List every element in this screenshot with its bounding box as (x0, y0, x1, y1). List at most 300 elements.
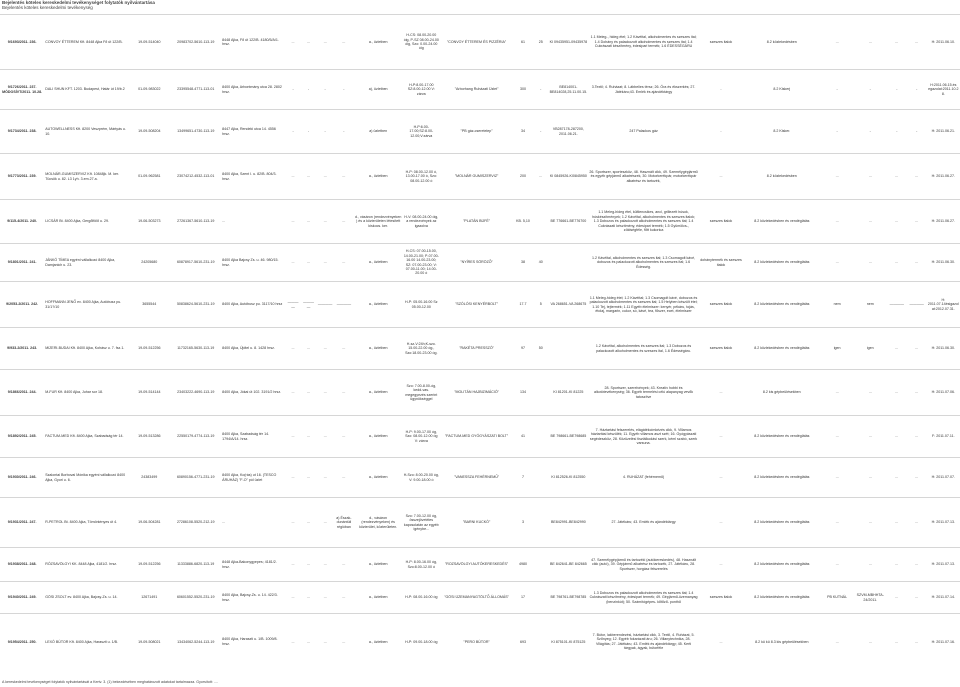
detail-cell: ... (301, 458, 316, 498)
detail-cell: ... (334, 200, 354, 244)
detail-cell: ... (301, 15, 316, 70)
site-cell: 8400 Ajka, Újdtel u. 8. 1428 hrsz. (221, 328, 285, 370)
hours-cell: H-P:6.00-17.00;SZ:8.00-12.00;V:zárva (403, 110, 441, 154)
code-cell: KI 812526-KI 812550 (548, 458, 588, 498)
table-row (0, 154, 960, 200)
name-cell: GÖSI ZSOLT ev. 8400 Ajka, Bajcsy-Zs. u. 14. (44, 582, 128, 614)
tax-number-cell: 50838624-5610-231-19 (170, 282, 221, 328)
goods-cell: 27. Játékáru; 43. Emlék és ajándéktárgy (588, 498, 699, 548)
other-cell: 8.2 közlekedésben és vendéglátás (743, 498, 820, 548)
extra-cell: - (887, 110, 907, 154)
date-cell: H: 2011.07.07. (927, 458, 960, 498)
table-row (0, 328, 960, 370)
extra-cell: PB KUTNÁL (821, 582, 854, 614)
id-cell: 9/1693/2011. 236. (0, 15, 44, 70)
code-cell: KI 81201-KI 81225 (548, 370, 588, 416)
detail-cell: ... (316, 154, 334, 200)
site-cell: 8400 Ajka, Jókai út 102. 3191/2 hrsz. (221, 370, 285, 416)
extra-cell: igen (821, 328, 854, 370)
header-title: Bejelentés köteles kereskedelmi tevékenységet folytatók nyilvántartása (2, 0, 155, 5)
area-cell: 97 (513, 328, 533, 370)
extra-cell: ... (887, 498, 907, 548)
other-cell: 8.2 közlekedésben és vendéglátás (743, 328, 820, 370)
seats-cell (533, 582, 548, 614)
alcohol-cell: szeszes italok (699, 328, 743, 370)
alcohol-cell: szeszes italok (699, 582, 743, 614)
hours-cell: Szo: 7.00-8.00-óg, kedd-vas. megegyezés szerint ügynökséggel (403, 370, 441, 416)
detail-cell: - (334, 110, 354, 154)
shop-name-cell: "ROZSAVÖLGYI AUTÓKERESKEDÉS" (440, 548, 513, 582)
extra-cell: ... (887, 244, 907, 282)
reg-number-cell: 19-09-514040 (128, 15, 170, 70)
extra-cell: ... (907, 244, 927, 282)
name-cell: FACTUM-MED Kft. 8400 Ajka, Szabadság tér 14. (44, 416, 128, 458)
detail-cell: ... (316, 370, 334, 416)
tax-number-cell: 13434062-5244-113-19 (170, 614, 221, 670)
shop-name-cell: "Arborhang Ruházati Üzlet" (440, 70, 513, 110)
table-row (0, 614, 960, 670)
reg-number-cell: 19-09-512256 (128, 328, 170, 370)
table-row (0, 244, 960, 282)
detail-cell: - (316, 70, 334, 110)
extra-cell: ... (907, 458, 927, 498)
extra-cell: ———— (907, 282, 927, 328)
detail-cell: ———— (301, 282, 316, 328)
extra-cell: ... (854, 200, 887, 244)
hours-cell: H-P: 9.00-17.00 óg, Szo: 08.00-12.00 óg V: zárva (403, 416, 441, 458)
goods-cell: 7. Bútor, lakberendezési, háztartási cikk, 3. Textil, 4. Ruházat, 5. Szőnyeg; 12. Egyéb fokarázati áru; 26. Villanytechnika, 28. Világítás; 27. Játékáru; 43. Emlék és ajándéktárgy; 45. Kerti tárgyak, ágyak, bútorféle (588, 614, 699, 670)
extra-cell: ... (907, 498, 927, 548)
seats-cell (533, 548, 548, 582)
extra-cell: ... (887, 328, 907, 370)
name-cell: Szalontai Borbovai Mónika egyéni vállalkozó 8400 Ajka, Gyori u. 6. (44, 458, 128, 498)
id-cell: 9/1938/2011. 248. (0, 548, 44, 582)
detail-cell: ... (285, 200, 300, 244)
mode-cell: a., üzletben (354, 328, 403, 370)
reg-number-cell: 19-09-512256 (128, 548, 170, 582)
detail-cell: ———— (285, 282, 300, 328)
mode-cell: a., üzletben (354, 614, 403, 670)
detail-cell: ... (316, 200, 334, 244)
extra-cell: ... (854, 15, 887, 70)
other-cell: 8.2 közlekedésben és vendéglátás (743, 582, 820, 614)
alcohol-cell: - (699, 110, 743, 154)
alcohol-cell: ... (699, 416, 743, 458)
extra-cell: SZVM-MBHHTA-24/2011. (854, 582, 887, 614)
site-cell: 8400 Ajka, Haraszti u. 1/B. 1009/8. hrsz. (221, 614, 285, 670)
id-cell: 9/1801/2011. 241. (0, 244, 44, 282)
shop-name-cell: "MOLNÁR GUMISZERVIZ" (440, 154, 513, 200)
detail-cell: ... (334, 154, 354, 200)
area-cell: 134 (513, 370, 533, 416)
goods-cell: 26. Sportszer, sporteszköz, 48. Használt cikk, 49. Személygépjármű és egyéb gépjármű alkatrészek, 30. Motorkerékpár, motorkerékpár alkatrész és tartozék, (588, 154, 699, 200)
detail-cell: ... (301, 328, 316, 370)
detail-cell: ... (316, 15, 334, 70)
seats-cell (533, 200, 548, 244)
alcohol-cell: ... (699, 614, 743, 670)
extra-cell: ... (821, 154, 854, 200)
site-cell: ... (221, 200, 285, 244)
id-cell: 9/1892/2011. 245. (0, 416, 44, 458)
alcohol-cell: ... (699, 370, 743, 416)
detail-cell: ... (334, 458, 354, 498)
area-cell: 17 (513, 582, 533, 614)
detail-cell: ... (334, 15, 354, 70)
detail-cell: ... (334, 416, 354, 458)
other-cell: 8.2 közlekedésben (743, 15, 820, 70)
name-cell: MOLNÁR-GUMISZERVIZ Kft. 10848jk. M. ker. Tücsök u. 82. L3 1yh. 3.em.27.a. (44, 154, 128, 200)
detail-cell: ... (316, 498, 334, 548)
hours-cell: H-P: 09.00-18.00 óg (403, 614, 441, 670)
shop-name-cell: "PERO BÚTOR" (440, 614, 513, 670)
extra-cell: ... (821, 614, 854, 670)
site-cell: 8400 Ajka Bajcsy Zs. u. 46. 980/15. hrsz. (221, 244, 285, 282)
detail-cell: ... (285, 416, 300, 458)
tax-number-cell: 27261367-5610-113-19 (170, 200, 221, 244)
alcohol-cell: ... (699, 154, 743, 200)
registry-table (0, 14, 960, 670)
header-subtitle: Bejelentés köteles kereskedelmi tevékenység (2, 5, 93, 10)
seats-cell (533, 614, 548, 670)
shop-name-cell: "FACTUM-MED GYÓGYÁSZATI BOLT" (440, 416, 513, 458)
shop-name-cell: "BARNI KUCKÓ" (440, 498, 513, 548)
detail-cell: - (301, 110, 316, 154)
extra-cell: ... (907, 548, 927, 582)
name-cell: LICSÁR Bt. 8400 Ajka, Gergőlfölő u. 29. (44, 200, 128, 244)
date-cell: H: 2011.07.13. (927, 548, 960, 582)
extra-cell: nem (854, 282, 887, 328)
other-cell: 8.2 Kiskerj (743, 70, 820, 110)
detail-cell: ... (301, 370, 316, 416)
id-cell: 9/115-4/2011. 240. (0, 200, 44, 244)
site-cell: 8448 Ajka, Fő út 122/B. 4180/5/A/1. hrsz. (221, 15, 285, 70)
code-cell: KI 0845926-KI0845950 (548, 154, 588, 200)
table-row (0, 498, 960, 548)
alcohol-cell: ... (699, 548, 743, 582)
site-cell: 8400 Ajka, Arbontmány utca 28. 2802 hrsz. (221, 70, 285, 110)
hours-cell: H-sz-V:24h;K-szo. 15.00-22.00 óg., Szo:18.00-23.00 óg. (403, 328, 441, 370)
extra-cell: ... (907, 200, 927, 244)
detail-cell: ... (285, 458, 300, 498)
goods-cell: 1.1 Meleg-, hideg étel; 1.2 Kávéital, alkoholmentes és szeszes ital; 1.4 Dohány és palackozott alkoholmentes és szeszes ital; 1.4 Cukrászati készítmény, édesipari termék; 1.6 ÉDESSÉGÁRU (588, 15, 699, 70)
reg-number-cell: 19-09-514144 (128, 370, 170, 416)
code-cell: VB287178-287200, 2011.06.21. (548, 110, 588, 154)
site-cell: ... (221, 498, 285, 548)
id-cell: 9/1726/2011. 237. MÓDOSÍVT/2011. 10.28. (0, 70, 44, 110)
goods-cell: 3.Textil; 4. Ruházat; 8. Lábbelies térsz; 26. Óra és ékszerkés; 27. Játékáru;43. Emlék és ajándéktárgy (588, 70, 699, 110)
other-cell: 8.2 közlekedésben és vendéglátás (743, 282, 820, 328)
seats-cell: - (533, 110, 548, 154)
extra-cell: ... (821, 458, 854, 498)
area-cell: 300 (513, 70, 533, 110)
detail-cell: ... (285, 154, 300, 200)
detail-cell: ... (301, 244, 316, 282)
detail-cell: - (334, 70, 354, 110)
extra-cell: ... (887, 582, 907, 614)
id-cell: 9/1930/2011. 246. (0, 458, 44, 498)
mode-cell: d., vásáron (rendezvényeken) és közterület, közterületen. (354, 498, 403, 548)
mode-cell: a., üzletben (354, 154, 403, 200)
shop-name-cell: "NYÍRES SÖRÖZŐ" (440, 244, 513, 282)
detail-cell: ... (301, 154, 316, 200)
name-cell: DALI SHUN KFT. 1203. Budapest, Határ út 19/b.2 (44, 70, 128, 110)
detail-cell: ———— (316, 282, 334, 328)
goods-cell: 28. Sportszer, szerelvények; 43. Kreatív hobbi és alkotótevékenység; 36. Egyéb termelési célú alapanyag vevők tatoszítve (588, 370, 699, 416)
detail-cell: - (285, 70, 300, 110)
area-cell: 17.7 (513, 282, 533, 328)
detail-cell: ... (316, 614, 334, 670)
extra-cell: ... (854, 498, 887, 548)
date-cell: H: 2011.07.16. (927, 614, 960, 670)
detail-cell: ... (334, 582, 354, 614)
detail-cell: ... (316, 582, 334, 614)
area-cell: 34 (513, 110, 533, 154)
shop-name-cell: "PLATÁN BÜFÉ" (440, 200, 513, 244)
name-cell: HOFFMANN JENŐ ev. 8400 Ajka, Autóbusz pu. 31/1?/10 (44, 282, 128, 328)
reg-number-cell: 24205680 (128, 244, 170, 282)
name-cell: M-FUR Kft. 8400 Ajka, Juhar sor 18. (44, 370, 128, 416)
reg-number-cell: 19-09-508204 (128, 110, 170, 154)
hours-cell: H-P: 08.00-12.00 ó, 13.00-17.00 ó, Szo: 08.00-12.00 ó (403, 154, 441, 200)
seats-cell: 40 (533, 244, 548, 282)
shop-name-cell: "SZÓLÓSI KENYÉRBOLT" (440, 282, 513, 328)
extra-cell: ... (907, 416, 927, 458)
seats-cell (533, 498, 548, 548)
goods-cell: 7. Háztartási felszerelés, elágátékcímkézés cikk, 9. Villamos háztartási készülék; 11. Egyéb villamos aszt szét; 16. Gyógyászati segédeszköz, 28. Közüzelési tisztálkodási szerk, kéml szabó, szerk varsuna. (588, 416, 699, 458)
detail-cell: ... (334, 328, 354, 370)
extra-cell: ... (821, 548, 854, 582)
tax-number-cell: 27286108-5520-212-19 (170, 498, 221, 548)
tax-number-cell: 22550179-4774-113-19 (170, 416, 221, 458)
area-cell: 61 (513, 15, 533, 70)
table-row (0, 282, 960, 328)
detail-cell: ... (285, 548, 300, 582)
goods-cell: 47. Személygépjármű és tartozéki (autókereskedés), 48. Használt cikk (autó), 39. Gépjármű alkatrész és tartozék, 27. Játékáru, 28. Sportszer, horgász felszerelés (588, 548, 699, 582)
alcohol-cell: szeszes italok (699, 15, 743, 70)
mode-cell: a), üzletben (354, 70, 403, 110)
detail-cell: ———— (334, 282, 354, 328)
name-cell: AUTOWELLNESS Kft. 8200 Veszprém, Mártyás u. 10. (44, 110, 128, 154)
table-row (0, 548, 960, 582)
extra-cell: ... (887, 458, 907, 498)
extra-cell: ... (907, 154, 927, 200)
extra-cell: ... (887, 548, 907, 582)
shop-name-cell: "GÖSI ÜZEMANYAGTÖLTŐ ÁLLOMÁS" (440, 582, 513, 614)
table-row (0, 110, 960, 154)
area-cell: 4980 (513, 548, 533, 582)
code-cell: BE842991-BE842990 (548, 498, 588, 548)
detail-cell: ... (285, 328, 300, 370)
reg-number-cell: 01-09-983022 (128, 70, 170, 110)
detail-cell: ... (301, 614, 316, 670)
mode-cell: a., üzletben (354, 458, 403, 498)
reg-number-cell: 24383499 (128, 458, 170, 498)
area-cell: 3 (513, 498, 533, 548)
detail-cell: ... (334, 244, 354, 282)
tax-number-cell: 60601552-5520-231-19 (170, 582, 221, 614)
detail-cell: ... (334, 548, 354, 582)
tax-number-cell: 23074212-4532-113-01 (170, 154, 221, 200)
site-cell: 8400 Ajka, Autóbusz pu. 3117/10 hrsz (221, 282, 285, 328)
hours-cell: Szo: 7.00-12.00 óg, összejövetéles kapcsolatán az egyéb igénybe... (403, 498, 441, 548)
extra-cell: ... (887, 416, 907, 458)
mode-cell: a., üzletben (354, 370, 403, 416)
mode-cell: a., üzletben (354, 244, 403, 282)
detail-cell: ... (285, 244, 300, 282)
hours-cell: H-P:8.00-17.00 SZ:8.00-12.00 V: zárva (403, 70, 441, 110)
hours-cell: H-P: 05.00-16.00 Sz 05.00-12.00 (403, 282, 441, 328)
detail-cell: ... (316, 548, 334, 582)
other-cell: 8.2 közlekedésben és vendéglátás (743, 200, 820, 244)
extra-cell: ... (887, 154, 907, 200)
other-cell: 8.2 közlekedésben és vendéglátás (743, 548, 820, 582)
extra-cell: - (907, 110, 927, 154)
alcohol-cell: szeszes italok (699, 282, 743, 328)
hours-cell: H-V: 08.00-24.00 óig, a rendezvények az igazolva (403, 200, 441, 244)
extra-cell: ... (854, 416, 887, 458)
mode-cell: a., üzletben (354, 582, 403, 614)
tax-number-cell: 23403222-4690-113-19 (170, 370, 221, 416)
extra-cell: - (821, 110, 854, 154)
seats-cell: 25 (533, 15, 548, 70)
other-cell: 8.2 kis gépbeülésekben (743, 370, 820, 416)
detail-cell: ... (301, 548, 316, 582)
code-cell (548, 328, 588, 370)
detail-cell: - (285, 110, 300, 154)
code-cell: BE 798661-BE798685 (548, 416, 588, 458)
extra-cell: ... (907, 582, 927, 614)
hours-cell: H-CS: 08.00-20.00 óig, P-SZ 08.00-24.00 óig, Szo: 0.00-24.00 óig (403, 15, 441, 70)
extra-cell: ———— (887, 282, 907, 328)
mode-cell: a., üzletben (354, 15, 403, 70)
reg-number-cell: 19-09-508021 (128, 614, 170, 670)
code-cell: KI 875101-KI 875125 (548, 614, 588, 670)
seats-cell: 5 (533, 282, 548, 328)
tax-number-cell: 13499651-4730-113-19 (170, 110, 221, 154)
code-cell: BE814001-BE814028,25.11.00.15. (548, 70, 588, 110)
date-cell: H: 2011.06.10. (927, 15, 960, 70)
area-cell: 7 (513, 458, 533, 498)
goods-cell: 1.3 Dobozos és palackozott alkoholmentes és szeszes ital; 1.4 Cukrászati készítmény, édesipari termék; 49. Gépjármű-üzemanyag (benzinkút); 50. Számítógépes- kőtőző- ponthű (588, 582, 699, 614)
detail-cell: ... (301, 498, 316, 548)
detail-cell: ... (301, 200, 316, 244)
footer-note: A kereskedelmi tevékenységet folytatók nyilvántartását a Kertv. 3. (1) bekezdésében meghatározott adatokat tartalmazza. Gyorsított: .... (2, 680, 218, 684)
date-cell: H: 2011.07.13. (927, 498, 960, 548)
extra-cell: - (887, 70, 907, 110)
detail-cell: ... (285, 370, 300, 416)
site-cell: 8400 Ajka, Ko(rás) ut 16. (TESCO ÁRUHÁZ) "F-O" pól üzlet (221, 458, 285, 498)
code-cell: VA 268651-VA 268675 (548, 282, 588, 328)
id-cell: 9/1940/2011. 249. (0, 582, 44, 614)
site-cell: 8448 Ajka-Bakonygyepes; 4181/2. hrsz. (221, 548, 285, 582)
date-cell: H:2011.06.15.és egazolat:2011.10.28. (927, 70, 960, 110)
detail-cell: ... (334, 614, 354, 670)
extra-cell: ... (821, 498, 854, 548)
shop-name-cell: "VANESSZA FEHÉRNEMŰ" (440, 458, 513, 498)
detail-cell: ... (316, 416, 334, 458)
name-cell: RÓZSAVÖLGYI KK. 8448 Ajka, 4181/2. hrsz. (44, 548, 128, 582)
area-cell: 38 (513, 244, 533, 282)
extra-cell: ... (854, 614, 887, 670)
name-cell: LEXÓ BÚTOR Kft. 8400 Ajka, Haraszti u. 1/B. (44, 614, 128, 670)
mode-cell: a., üzletben (354, 416, 403, 458)
detail-cell: ... (316, 458, 334, 498)
code-cell: BE 776661-BE776700 (548, 200, 588, 244)
extra-cell: ... (887, 15, 907, 70)
detail-cell: ... (285, 582, 300, 614)
id-cell: 9/1866/2011. 244. (0, 370, 44, 416)
tax-number-cell: 60890156-4771-231-19 (170, 458, 221, 498)
code-cell: BE 798761-BE798785 (548, 582, 588, 614)
tax-number-cell: 23395548-4771-113-01 (170, 70, 221, 110)
other-cell: 8.2 Kisker. (743, 110, 820, 154)
shop-name-cell: "CONVOY ÉTTEREM ÉS PIZZÉRIA" (440, 15, 513, 70)
extra-cell: ... (907, 328, 927, 370)
detail-cell: ... (334, 370, 354, 416)
goods-cell: 247 Palackos gáz (588, 110, 699, 154)
seats-cell (533, 416, 548, 458)
detail-cell: ... (316, 328, 334, 370)
extra-cell: ... (887, 370, 907, 416)
extra-cell: ... (854, 370, 887, 416)
detail-cell: - (316, 110, 334, 154)
detail-cell: a) Észak-dunántúli régióban (334, 498, 354, 548)
mode-cell: a) üzletben (354, 110, 403, 154)
table-row (0, 416, 960, 458)
extra-cell: - (821, 70, 854, 110)
extra-cell: - (854, 70, 887, 110)
extra-cell: ... (854, 548, 887, 582)
extra-cell: nem (821, 282, 854, 328)
hours-cell: H-CS: 07.00-15.00, 14.00-21.00; P-07.00-16.00 14.00-23.00; SZ: 07.00-23.00; V: 07.00-11.00; 14.00-20.00 ó (403, 244, 441, 282)
reg-number-cell: 01-09-962581 (128, 154, 170, 200)
extra-cell: ... (821, 370, 854, 416)
seats-cell: - (533, 70, 548, 110)
extra-cell: ... (907, 370, 927, 416)
area-cell: 200 (513, 154, 533, 200)
site-cell: 8447 Ajka, Rendeki utca 14. 4556 hrsz. (221, 110, 285, 154)
alcohol-cell: ... (699, 458, 743, 498)
goods-cell: 1.2 Kávéital, alkoholmentes és szeszes ital; 1.3 Csomagolt kávé, dobozos és palackozott alkoholmentes és szeszes ital; 1.6 Édesség. (588, 244, 699, 282)
area-cell: 693 (513, 614, 533, 670)
other-cell: 8.2 kü kü 8.3 kis gépbeülésekben (743, 614, 820, 670)
hours-cell: H-Szo: 8.00-20.00 óg, V: 9.00-18.00 ó (403, 458, 441, 498)
name-cell: JÁNKÓ TÍMEA egyéni vállalkozó 8400 Ajka, Damjanich u. 23. (44, 244, 128, 282)
detail-cell: ... (285, 614, 300, 670)
shop-name-cell: "MOLITÁN HAJBIZIMÁCIÓ" (440, 370, 513, 416)
shop-name-cell: "RAKÉTA PRESSZÓ" (440, 328, 513, 370)
table-row (0, 458, 960, 498)
date-cell: H: 2011.07.14ésigazolat:2012.07.31. (927, 282, 960, 328)
site-cell: 8400 Ajka, Szent I. u. 82/B. 804/3. hrsz. (221, 154, 285, 200)
code-cell: BE 842641-BE 842665 (548, 548, 588, 582)
mode-cell: a., üzletben (354, 548, 403, 582)
alcohol-cell: - (699, 70, 743, 110)
extra-cell: - (907, 70, 927, 110)
extra-cell: ... (887, 200, 907, 244)
date-cell: H: 2011.06.27. (927, 200, 960, 244)
hours-cell: H-P: 08.00-16.00 óg (403, 582, 441, 614)
code-cell: KI 09435951-09435978 (548, 15, 588, 70)
table-row (0, 70, 960, 110)
extra-cell: ... (907, 614, 927, 670)
reg-number-cell: 19-06-504281 (128, 498, 170, 548)
code-cell (548, 244, 588, 282)
extra-cell: ... (854, 458, 887, 498)
extra-cell: ... (821, 416, 854, 458)
reg-number-cell: 19-09-513286 (128, 416, 170, 458)
seats-cell (533, 370, 548, 416)
